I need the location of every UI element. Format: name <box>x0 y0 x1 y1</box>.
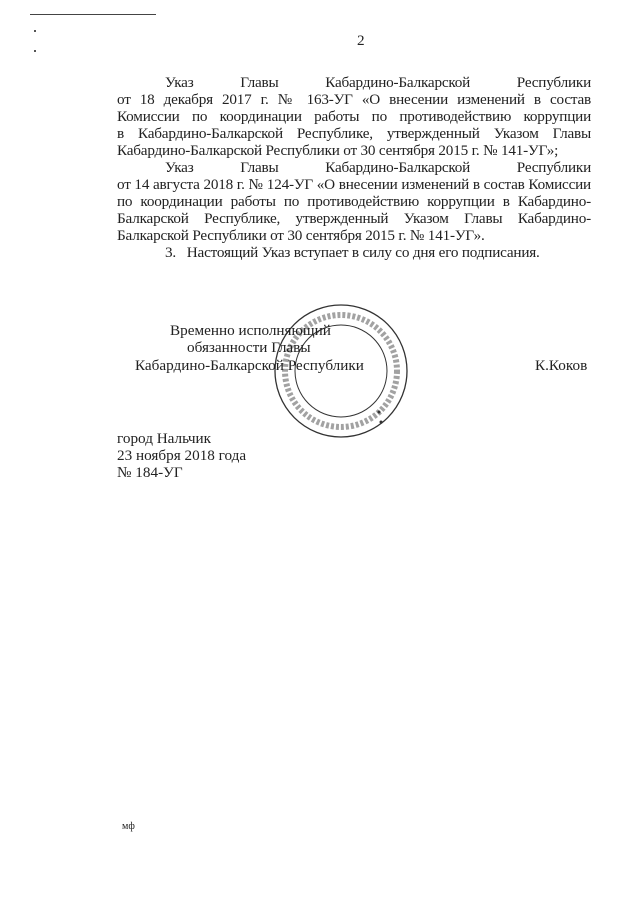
footer-mark: мф <box>122 821 135 832</box>
date: 23 ноября 2018 года <box>117 447 247 464</box>
signatory-title: Временно исполняющий <box>170 322 331 339</box>
text-line: от 14 августа 2018 г. № 124-УГ «О внесении изменений в состав Комиссии <box>117 176 591 193</box>
signatory-title: обязанности Главы <box>187 339 311 356</box>
text-line: в Кабардино-Балкарской Республике, утвержденный Указом Главы <box>117 125 591 142</box>
text-line: Указ Главы Кабардино-Балкарской Республики <box>165 159 591 176</box>
signatory-name: К.Коков <box>535 357 588 374</box>
text-line: Балкарской Республики от 30 сентября 2015 г. № 141-УГ». <box>117 227 485 244</box>
text-line: 3. Настоящий Указ вступает в силу со дня его подписания. <box>165 244 540 261</box>
text-line: Кабардино-Балкарской Республики от 30 сентября 2015 г. № 141-УГ»; <box>117 142 559 159</box>
text-line: Комиссии по координации работы по противодействию коррупции <box>117 108 591 125</box>
text-line: по координации работы по противодействию коррупции в Кабардино- <box>117 193 591 210</box>
city: город Нальчик <box>117 430 212 447</box>
text-line: Балкарской Республике, утвержденный Указом Главы Кабардино- <box>117 210 591 227</box>
text-line: от 18 декабря 2017 г. № 163-УГ «О внесении изменений в состав <box>117 91 591 108</box>
text-line: Указ Главы Кабардино-Балкарской Республики <box>165 74 591 91</box>
top-rule <box>30 14 156 15</box>
scan-speck <box>34 50 36 52</box>
decree-number: № 184-УГ <box>117 464 183 481</box>
scan-speck <box>34 30 36 32</box>
signatory-title: Кабардино-Балкарской Республики <box>135 357 364 374</box>
page-number: 2 <box>357 32 365 49</box>
